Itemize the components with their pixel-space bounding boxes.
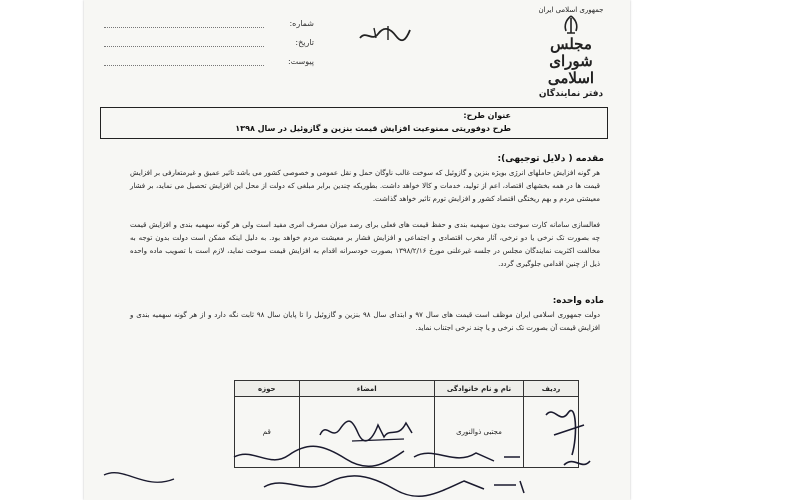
emblem-logo-icon [558,14,584,36]
cell-row-number [524,397,579,468]
basmala [354,22,414,46]
signature-table-header [235,381,579,397]
parliament-emblem [532,6,610,99]
intro-paragraph-1: هر گونه افزایش حاملهای انرژی بویژه بنزین و گازوئیل که سوخت غالب ناوگان حمل و نقل عمومی و خصوصی کشور می باشد تاثیر عمیق و غیرمتعارفی بر افزایش قیمت ها در همه بخشهای اقتصاد، اعم از تولید، خدمات و کالا خواهد داشت. بطوریکه چندین برابر مبلغی که دولت از محل این افزایش تحصیل می نماید، بر فشار معیشتی مردم و بهم ریختگی اقتصاد کشور و افزایش تورم تاثیر خواهد گذاشت. [130,169,600,203]
signature-table [234,380,579,468]
header-signature: امضاء [299,381,434,397]
emblem-top-text: جمهوری اسلامی ایران [538,6,604,14]
header-field-date: تاریخ: [104,31,314,47]
document-page [84,0,630,500]
header-field-number: شماره: [104,12,314,28]
intro-heading: مقدمه ( دلایل توجیهی): [497,154,604,164]
header-fields [104,12,314,69]
header-district: حوزه [235,381,300,397]
header-row-number: ردیف [524,381,579,397]
cell-signature [299,397,434,468]
basmala-calligraphy-icon [354,22,414,46]
intro-paragraph-2: فعالسازی سامانه کارت سوخت بدون سهمیه بندی و حفظ قیمت های فعلی برای رصد میزان مصرف امری مفید است ولی هر گونه سهمیه بندی و افزایش قیمت چه بصورت تک نرخی یا دو نرخی، آثار مخرب اقتصادی و اجتماعی و افزایش فشار بر معیشت مردم خواهد بود. به دلیل اینکه ممکن است دولت بدون توجه به مخالفت اکثریت نمایندگان مجلس در جلسه غیرعلنی مورخ ۱۳۹۸/۲/۱۶ بصورت خودسرانه اقدام به افزایش قیمت سوخت نماید، لازم است با تصویب ماده واحده ذیل از چنین اقدامی جلوگیری گردد. [130,221,600,268]
article-heading: ماده واحده: [552,296,604,306]
table-row [235,397,579,468]
header-full-name: نام و نام خانوادگی [434,381,523,397]
bill-title: طرح دوفوریتی ممنوعیت افزایش قیمت بنزین و گازوئیل در سال ۱۳۹۸ [235,124,511,133]
emblem-title: مجلس شورای اسلامی [547,35,595,87]
signature-scribble-icon [312,411,422,451]
bill-title-label: عنوان طرح: [463,111,511,120]
cell-district: قم [235,397,300,468]
header-field-attachment: پیوست: [104,50,314,66]
emblem-office: دفتر نمایندگان [538,89,604,99]
cell-full-name: مجتبی ذوالنوری [434,397,523,468]
bill-title-box [100,107,608,139]
article-paragraph: دولت جمهوری اسلامی ایران موظف است قیمت های سال ۹۷ و ابتدای سال ۹۸ بنزین و گازوئیل را تا پایان سال ۹۸ ثابت نگه دارد و از هر گونه سهمیه بندی و افزایش قیمت آن بصورت تک نرخی و یا چند نرخی اجتناب نماید. [130,311,600,332]
